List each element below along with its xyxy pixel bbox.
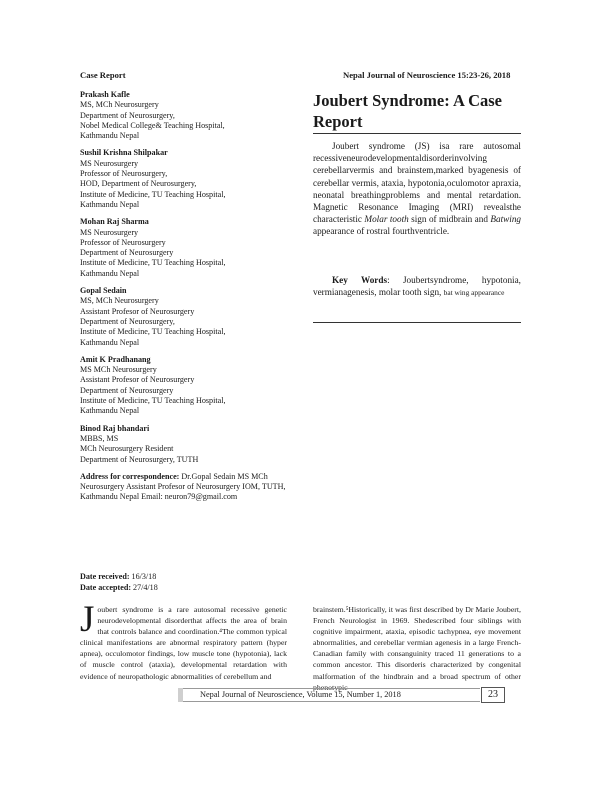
- author-line: Kathmandu Nepal: [80, 268, 140, 278]
- author-name: Prakash Kafle: [80, 90, 130, 99]
- author-block: [80, 148, 295, 210]
- keywords-divider: [313, 322, 521, 323]
- correspondence-line: IOM, TUTH, Kathmandu Nepal: [80, 482, 286, 502]
- author-line: Institute of Medicine, TU Teaching Hospital,: [80, 327, 226, 337]
- correspondence-line: Assistant Profesor of Neurosurgery: [125, 482, 241, 492]
- author-line: Professor of Neurosurgery,: [80, 169, 168, 179]
- drop-cap: J: [80, 599, 95, 640]
- author-name: Amit K Pradhanang: [80, 354, 151, 364]
- author-line: Institute of Medicine, TU Teaching Hospital,: [80, 258, 226, 268]
- author-line: Assistant Profesor of Neurosurgery: [80, 375, 195, 385]
- abstract: [313, 140, 521, 238]
- author-line: MCh Neurosurgery Resident: [80, 444, 174, 454]
- author-name: Gopal Sedain: [80, 286, 127, 296]
- author-list: [80, 90, 295, 503]
- author-line: Department of Neurosurgery, TUTH: [80, 454, 199, 464]
- abstract-italic-term: Molar tooth: [364, 214, 409, 225]
- author-line: Professor of Neurosurgery: [80, 237, 166, 247]
- correspondence-email: Email: neuron79@gmail.com: [141, 492, 238, 502]
- correspondence-line: Dr.Gopal Sedain: [181, 471, 236, 481]
- author-line: Kathmandu Nepal: [80, 406, 140, 416]
- author-block: [80, 286, 295, 348]
- author-line: MS, MCh Neurosurgery: [80, 100, 159, 110]
- correspondence-title: Address for correspondence:: [80, 471, 180, 481]
- abstract-italic-term: Batwing: [490, 214, 522, 225]
- dates-block: [80, 572, 158, 593]
- footer-rule-bottom: [178, 701, 480, 702]
- footer-rule-top: [178, 688, 480, 689]
- keywords-text-small: bat wing appearance: [443, 288, 505, 298]
- author-line: Institute of Medicine, TU Teaching Hospital,: [80, 189, 226, 199]
- abstract-text: Joubert syndrome (JS) isa rare autosomal recessiveneurodevelopmentaldisorderinvolving cerebellarvermis and brainstem,marked byagenesis of cerebellar vermis, ataxia, hypotonia,oculomotor apraxia, neonatal breathingproblems and mental retardation. Magnetic Resonance Imaging (MRI) revealsthe characteristic: [313, 141, 521, 225]
- author-block: [80, 90, 295, 141]
- author-line: Department of Neurosurgery,: [80, 316, 175, 326]
- article-title: Joubert Syndrome: A Case Report: [313, 91, 502, 131]
- footer-bar-accent: [178, 688, 183, 702]
- author-line: Kathmandu Nepal: [80, 131, 140, 141]
- author-line: Department of Neurosurgery: [80, 248, 174, 258]
- author-line: Nobel Medical College& Teaching Hospital,: [80, 120, 225, 130]
- author-line: MS Neurosurgery: [80, 158, 139, 168]
- running-head-right: Nepal Journal of Neuroscience 15:23-26, 2018: [343, 70, 511, 80]
- running-head-left: Case Report: [80, 70, 126, 80]
- author-line: Department of Neurosurgery,: [80, 110, 175, 120]
- body-text: oubert syndrome is a rare autosomal recessive genetic neurodevelopmental disorderthat affects the area of brain that controls balance and coordination.⁴The common typical clinical manifestations are abnormal respiratory pattern (hyper apnea), occulomotor findings, low muscle tone (hypotonia), lack of muscle control (ataxia), developmental retardation with evidence of neuropathologic abnormalities of cerebellum and: [80, 605, 287, 681]
- body-column-2: brainstem.⁵Historically, it was first described by Dr Marie Joubert, French Neurologist in 1969. Shedescribed four siblings with cognitive impairment, ataxia, episodic tachypnea, eye movement abnormalities, and cerebellar vermian agenesis in a large French-Canadian family with consanguinity traced 11 generations to a common ancestor. This disorderis characterized by congenital malformation of the hindbrain and a broad spectrum of other: [313, 605, 521, 681]
- date-accepted-label: Date accepted:: [80, 582, 132, 592]
- author-block: [80, 355, 295, 417]
- author-block: [80, 217, 295, 279]
- correspondence-line: MS MCh Neurosurgery: [80, 471, 268, 492]
- author-line: MS MCh Neurosurgery: [80, 365, 157, 375]
- date-accepted: 27/4/18: [133, 582, 158, 592]
- author-line: MS, MCh Neurosurgery: [80, 296, 159, 306]
- author-line: Department of Neurosurgery: [80, 385, 174, 395]
- page-number: 23: [481, 687, 505, 703]
- keywords-label: Key Words: [332, 275, 388, 285]
- author-name: Mohan Raj Sharma: [80, 217, 149, 227]
- correspondence-block: [80, 472, 295, 503]
- abstract-text: appearance of rostral fourthventricle.: [313, 226, 450, 237]
- title-divider: [313, 133, 521, 134]
- keywords-text: : Joubertsyndrome, hypotonia, vermianagenesis, molar tooth sign,: [313, 275, 521, 298]
- author-line: HOD, Department of Neurosurgery,: [80, 179, 197, 189]
- abstract-text: sign of midbrain and: [408, 214, 491, 225]
- date-received-label: Date received:: [80, 572, 130, 581]
- author-line: Institute of Medicine, TU Teaching Hospital,: [80, 396, 226, 406]
- author-line: Kathmandu Nepal: [80, 199, 140, 209]
- author-block: [80, 424, 295, 465]
- author-line: MBBS, MS: [80, 433, 119, 443]
- date-received: 16/3/18: [131, 572, 157, 581]
- author-line: Assistant Profesor of Neurosurgery: [80, 306, 195, 316]
- footer-journal: Nepal Journal of Neuroscience, Volume 15, Number 1, 2018: [200, 690, 401, 699]
- keywords: [313, 274, 521, 299]
- author-name: Sushil Krishna Shilpakar: [80, 148, 168, 158]
- author-name: Binod Raj bhandari: [80, 423, 150, 433]
- body-column-1: [80, 599, 287, 682]
- author-line: Kathmandu Nepal: [80, 337, 140, 347]
- author-line: MS Neurosurgery: [80, 227, 139, 237]
